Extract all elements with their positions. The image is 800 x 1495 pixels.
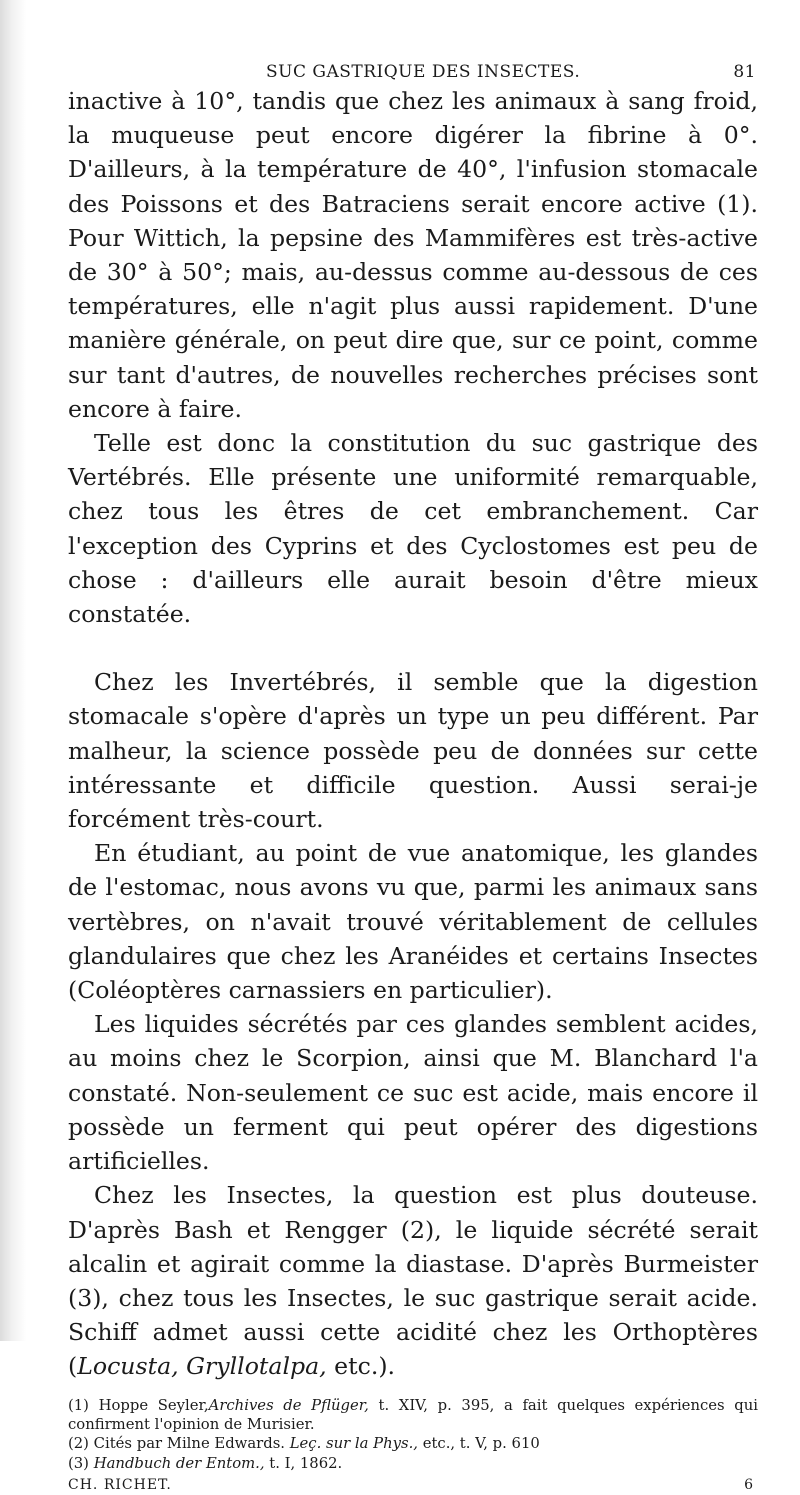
page-edge-shadow <box>0 0 26 1341</box>
footnote-title: Leç. sur la Phys., <box>289 1435 418 1453</box>
paragraph: inactive à 10°, tandis que chez les animaux à sang froid, la muqueuse peut encore digérer la fibrine à 0°. D'ailleurs, à la température de 40°, l'infusion stomacale des Poissons et des Batraciens serait encore active (1). Pour Wittich, la pepsine des Mammifères est très-active de 30° à 50°; mais, au-dessus comme au-dessous de ces températures, elle n'agit plus aussi rapidement. D'une manière générale, on peut dire que, sur ce point, comme sur tant d'autres, de nouvelles recherches précises sont encore à faire. <box>68 87 758 423</box>
footnote-mark: (3) <box>68 1454 89 1472</box>
running-title: SUC GASTRIQUE DES INSECTES. <box>266 62 581 82</box>
book-page <box>68 58 758 1495</box>
footnote-text: Cités par Milne Edwards. <box>88 1435 290 1453</box>
paragraph-text: ( <box>68 1352 78 1381</box>
paragraph: Chez les Invertébrés, il semble que la digestion stomacale s'opère d'après un type un peu différent. Par malheur, la science possède peu de données sur cette intéressante et difficile question. Aussi serai-je forcément très-court. <box>68 668 758 834</box>
paragraph: Les liquides sécrétés par ces glandes semblent acides, au moins chez le Scorpion, ainsi que M. Blanchard l'a constaté. Non-seulement ce suc est acide, mais encore il possède un ferment qui peut opérer des digestions artificielles. <box>68 1010 758 1176</box>
footnote-text: t. I, 1862. <box>264 1454 343 1472</box>
signature-number: 6 <box>744 1477 754 1494</box>
footnote-text: t. XIV, p. 395, a fait quelques expériences qui confirment l'opinion de Murisier. <box>68 1396 758 1433</box>
footnote-title: Archives de Pflüger, <box>208 1396 369 1414</box>
footnote-text: etc., t. V, p. 610 <box>418 1435 540 1453</box>
paragraph: Telle est donc la constitution du suc gastrique des Vertébrés. Elle présente une uniformité remarquable, chez tous les êtres de cet embranchement. Car l'exception des Cyprins et des Cyclostomes est peu de chose : d'ailleurs elle aurait besoin d'être mieux constatée. <box>68 429 758 629</box>
paragraph-text: Chez les Insectes, la question est plus douteuse. D'après Bash et Rengger (2), le liquide sécrété serait alcalin et agirait comme la diastase. D'après Burmeister (3), chez tous les Insectes, le suc gastrique serait acide. Schiff admet aussi cette acidité chez les Orthoptères <box>68 1181 758 1347</box>
footnote-mark: (2) <box>68 1435 89 1453</box>
genus-names: Locusta, Gryllotalpa, <box>77 1352 327 1381</box>
footnote <box>68 1454 758 1473</box>
footnote-title: Handbuch der Entom., <box>93 1454 265 1472</box>
footnote-text: Hoppe Seyler, <box>88 1396 209 1414</box>
footnote-mark: (1) <box>68 1396 89 1414</box>
paragraph: En étudiant, au point de vue anatomique, les glandes de l'estomac, nous avons vu que, parmi les animaux sans vertèbres, on n'avait trouvé véritablement de cellules glandulaires que chez les Aranéides et certains Insectes (Coléoptères carnassiers en particulier). <box>68 839 758 1005</box>
main-text <box>68 84 758 1384</box>
footnotes <box>68 1396 758 1474</box>
paragraph <box>68 1178 758 1383</box>
running-header <box>68 58 758 84</box>
signature-author: CH. RICHET. <box>68 1477 172 1494</box>
paragraph-text: etc.). <box>326 1352 396 1381</box>
footnote <box>68 1396 758 1435</box>
page-number: 81 <box>733 62 756 82</box>
footnote <box>68 1434 758 1453</box>
signature-line <box>68 1475 758 1495</box>
